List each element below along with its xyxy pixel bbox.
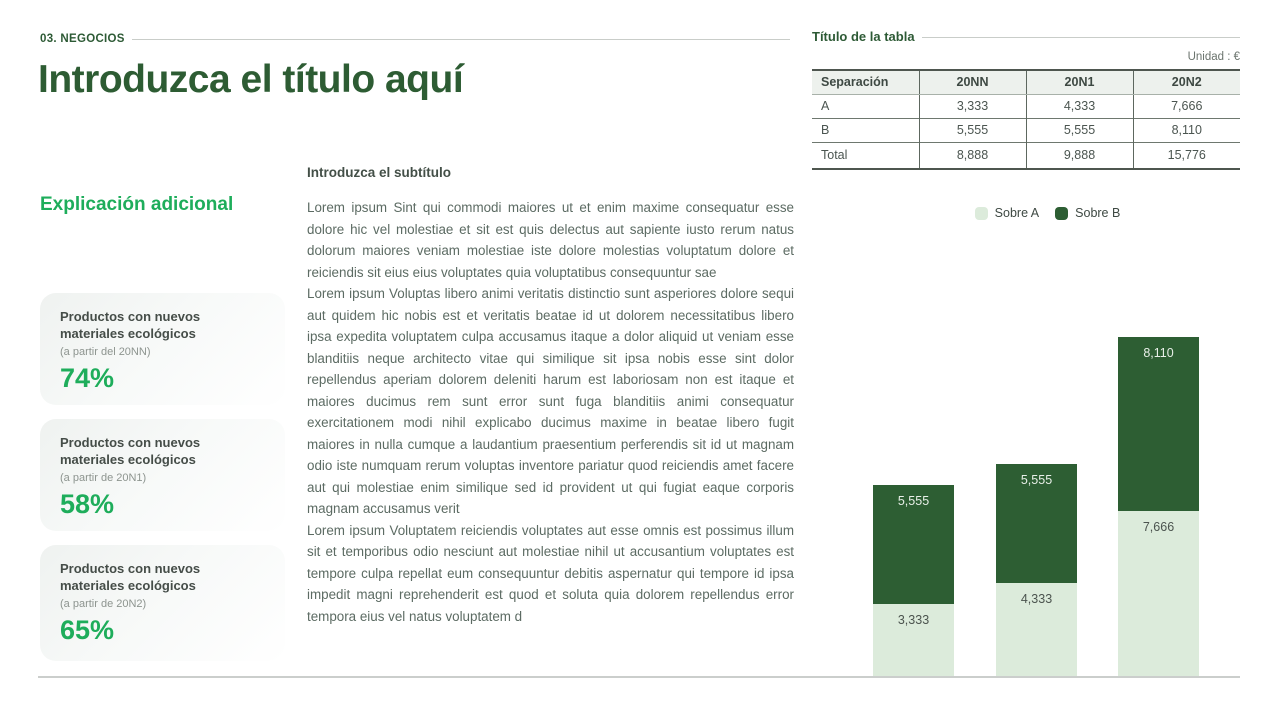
chart-legend <box>855 206 1240 220</box>
table-header <box>812 29 1240 44</box>
column-header: 20N2 <box>1133 70 1240 94</box>
bar-value-label: 7,666 <box>1142 520 1175 534</box>
bar-segment-sobre-a <box>996 583 1077 676</box>
table-title: Título de la tabla <box>812 29 915 44</box>
body-text-block <box>307 197 794 627</box>
table-title-divider-line <box>922 37 1240 38</box>
bar-segment-sobre-b <box>1118 337 1199 511</box>
table-section <box>812 29 1240 170</box>
stat-card-period: (a partir de 20N1) <box>60 472 147 485</box>
table-header-row <box>812 70 1240 94</box>
stat-card <box>40 545 285 661</box>
stat-card-value: 58% <box>60 489 115 520</box>
bar-value-label: 5,555 <box>897 494 930 508</box>
stat-card <box>40 419 285 531</box>
bar-value-label: 4,333 <box>1020 592 1053 606</box>
legend-label: Sobre B <box>1075 206 1121 220</box>
bar-segment-sobre-b <box>996 464 1077 583</box>
page-title: Introduzca el título aquí <box>38 58 464 101</box>
table-row <box>812 94 1240 118</box>
bar-20N2 <box>1118 337 1199 676</box>
stat-card-value: 65% <box>60 615 115 646</box>
table-cell: 15,776 <box>1133 142 1240 169</box>
table-row <box>812 142 1240 169</box>
bar-segment-sobre-b <box>873 485 954 604</box>
stat-card-title: Productos con nuevos materiales ecológicos <box>60 435 201 468</box>
body-paragraph: Lorem ipsum Voluptas libero animi veritatis distinctio sunt asperiores dolore sequi aut quidem hic nobis est et veritatis beatae id ut dolorem necessitatibus libero ipsa expedita voluptatem culpa accusamus itaque a dolor aliquid ut veniam esse blanditiis neque architecto vitae qui similique sit ipsa nobis esse sint dolor repellendus aperiam dolorem deleniti harum est laboriosam non est itaque et maiores ducimus rem sunt error sunt fuga blanditiis animi consequatur exercitationem modi nihil explicabo ducimus maxime in beatae libero fugit maiores in nulla cumque a laudantium praesentium perferendis sit id ut magnam odio iste numquam rerum voluptas inventore pariatur quod reiciendis amet facere aut qui molestiae enim similique sed id provident ut qui fugiat eaque corporis magnam accusamus verit <box>307 286 794 516</box>
table-cell: 4,333 <box>1026 94 1133 118</box>
table-cell: 7,666 <box>1133 94 1240 118</box>
stat-card-value: 74% <box>60 363 115 394</box>
body-column <box>307 165 794 627</box>
legend-marker-sobre-b <box>1055 207 1068 220</box>
body-paragraph: Lorem ipsum Voluptatem reiciendis voluptates aut esse omnis est possimus illum sit et temporibus odio nesciunt aut molestiae nihil ut accusantium voluptates est tempore culpa repellat eum consequuntur debitis aspernatur qui tempore id ipsa impedit magni reprehenderit est quod et soluta quia dolorem repellendus error tempora eius vel natus voluptatem d <box>307 522 794 624</box>
body-paragraph: Lorem ipsum Sint qui commodi maiores ut et enim maxime consequatur esse dolore hic vel molestiae et sit est quis delectus aut sapiente iusto rerum natus dolorum maiores veniam molestiae iste dolore molestias voluptatum dolore et reiciendis sit eius eius voluptates quia voluptatibus consequuntur sae <box>307 200 794 280</box>
column-header: 20N1 <box>1026 70 1133 94</box>
bar-value-label: 3,333 <box>897 613 930 627</box>
table-row <box>812 118 1240 142</box>
unit-label: Unidad : € <box>1187 51 1240 63</box>
data-table <box>812 69 1240 170</box>
row-label: B <box>812 118 919 142</box>
bar-20N1 <box>996 464 1077 676</box>
stat-card-title: Productos con nuevos materiales ecológicos <box>60 309 201 342</box>
row-label: Total <box>812 142 919 169</box>
table-cell: 9,888 <box>1026 142 1133 169</box>
legend-item-sobre-a <box>975 206 1039 220</box>
bar-value-label: 5,555 <box>1020 473 1053 487</box>
column-header: Separación <box>812 70 919 94</box>
stat-card-period: (a partir de 20N2) <box>60 598 147 611</box>
legend-item-sobre-b <box>1055 206 1120 220</box>
legend-label: Sobre A <box>994 206 1040 220</box>
table-cell: 3,333 <box>919 94 1026 118</box>
row-label: A <box>821 99 830 113</box>
body-subtitle: Introduzca el subtítulo <box>307 165 451 180</box>
additional-explanation-heading: Explicación adicional <box>40 194 234 215</box>
chart-baseline <box>38 676 1240 678</box>
table-cell: 5,555 <box>1026 118 1133 142</box>
legend-marker-sobre-a <box>975 207 988 220</box>
bar-segment-sobre-a <box>1118 511 1199 676</box>
table-cell: 8,888 <box>919 142 1026 169</box>
bar-value-label: 8,110 <box>1143 346 1174 360</box>
header-divider-line <box>132 39 790 40</box>
bar-20NN <box>873 485 954 676</box>
column-header: 20NN <box>919 70 1026 94</box>
table-cell: 8,110 <box>1133 118 1240 142</box>
section-header <box>40 33 790 45</box>
stat-card <box>40 293 285 405</box>
table-cell: 5,555 <box>919 118 1026 142</box>
stat-card-period: (a partir del 20NN) <box>60 346 151 359</box>
bar-segment-sobre-a <box>873 604 954 676</box>
section-number: 03. NEGOCIOS <box>40 33 125 45</box>
stat-card-title: Productos con nuevos materiales ecológicos <box>60 561 201 594</box>
